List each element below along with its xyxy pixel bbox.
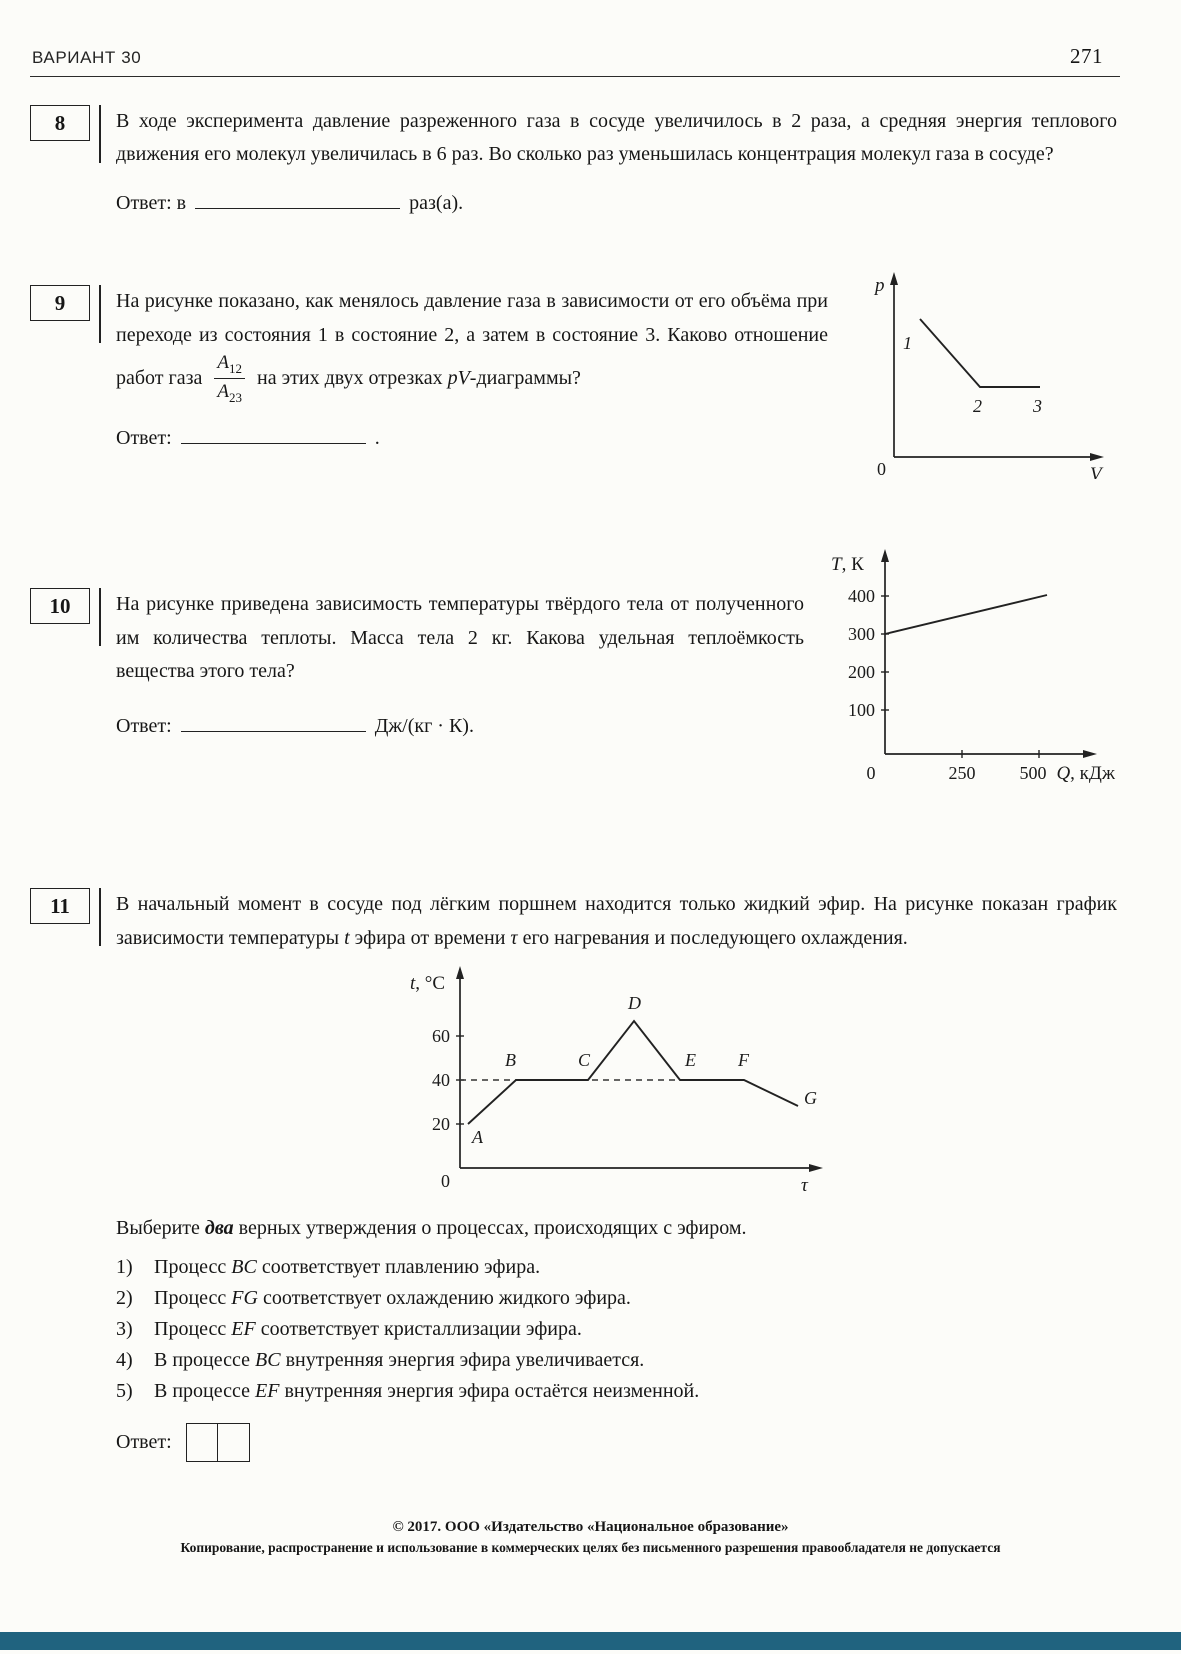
origin-label: 0 xyxy=(441,1170,450,1191)
statement-item: 4) В процессе BC внутренняя энергия эфира увеличивается. xyxy=(116,1348,645,1371)
statement-list xyxy=(116,1252,1117,1407)
x-tick-250: 250 xyxy=(948,763,976,784)
x-tick-500: 500 xyxy=(1019,763,1047,784)
problem-divider xyxy=(99,588,101,646)
answer-cell-1 xyxy=(186,1423,219,1462)
problem-9 xyxy=(30,275,1117,484)
y-tick-60: 60 xyxy=(432,1025,450,1046)
y-axis-arrow xyxy=(881,549,889,562)
y-tick-300: 300 xyxy=(848,624,875,645)
problem-9-answer-line xyxy=(116,424,828,450)
point-label-D: D xyxy=(628,992,641,1013)
problem-number: 8 xyxy=(54,110,66,135)
page-number: 271 xyxy=(1070,44,1103,68)
x-axis-label: V xyxy=(1090,464,1102,480)
problem-11-text: В начальный момент в сосуде под лёгким поршнем находится только жидкий эфир. На рисунке показан график зависимости температуры t эфира от времени τ его нагревания и последующего охлаждения. xyxy=(116,893,1117,949)
t-tau-diagram-figure xyxy=(388,963,838,1198)
problem-9-number-box xyxy=(30,285,90,321)
point-label-F: F xyxy=(738,1049,749,1070)
y-axis-label: T, К xyxy=(831,554,864,576)
answer-label: Ответ: в xyxy=(116,192,187,215)
problem-number: 11 xyxy=(50,893,70,918)
answer-suffix: . xyxy=(374,427,380,450)
problem-9-text: На рисунке показано, как менялось давление газа в зависимости от его объёма при переходе из состояния 1 в состояние 2, а затем в состояние 3. Каково отношение работ газа $\frac{A_{12}}{A_{23}}$ на этих двух отрезках pV-диаграммы? xyxy=(116,290,828,406)
header-rule xyxy=(30,76,1120,77)
problem-8 xyxy=(30,105,1117,215)
point-label-C: C xyxy=(578,1049,591,1070)
statement-item: 2) Процесс FG соответствует охлаждению жидкого эфира. xyxy=(116,1286,631,1309)
problem-11-answer-line xyxy=(116,1423,1117,1462)
temperature-curve xyxy=(468,1021,798,1124)
problem-10-number-box xyxy=(30,588,90,624)
point-label-2: 2 xyxy=(973,396,982,417)
problem-10 xyxy=(30,554,1117,796)
y-axis-label: t, °C xyxy=(410,972,446,994)
problem-11 xyxy=(30,888,1117,1461)
page-header xyxy=(30,44,1117,69)
answer-cells xyxy=(186,1423,250,1462)
x-axis-arrow xyxy=(809,1164,823,1172)
y-axis-label: p xyxy=(875,275,885,297)
fraction-numerator: $A_{12}$ xyxy=(214,352,245,380)
point-label-3: 3 xyxy=(1033,396,1042,417)
origin-label: 0 xyxy=(877,459,886,480)
pv-process-line xyxy=(920,319,1040,387)
statement-item: 1) Процесс BC соответствует плавлению эфира. xyxy=(116,1255,541,1278)
problem-10-text: На рисунке приведена зависимость температуры твёрдого тела от полученного им количества теплоты. Масса тела 2 кг. Какова удельная теплоёмкость вещества этого тела? xyxy=(116,593,804,682)
heating-line xyxy=(885,595,1047,634)
origin-label: 0 xyxy=(866,763,876,784)
notice-line: Копирование, распространение и использование в коммерческих целях без письменного разрешения правообладателя не допускается xyxy=(180,1540,1001,1555)
tq-diagram-figure xyxy=(807,546,1117,791)
problem-divider xyxy=(99,888,101,946)
problem-number: 9 xyxy=(54,290,66,315)
y-tick-20: 20 xyxy=(432,1113,450,1134)
point-label-E: E xyxy=(685,1049,696,1070)
problem-divider xyxy=(99,105,101,163)
point-label-A: A xyxy=(472,1126,483,1147)
answer-label: Ответ: xyxy=(116,427,172,450)
answer-blank xyxy=(181,712,366,732)
problem-8-answer-line xyxy=(116,189,1117,215)
problem-8-text: В ходе эксперимента давление разреженного газа в сосуде увеличилось в 2 раза, а средняя энергия теплового движения его молекул увеличилась в 6 раз. Во сколько раз уменьшилась концентрация молекул газа в сосуде? xyxy=(116,110,1117,166)
point-label-1: 1 xyxy=(903,333,912,354)
point-label-G: G xyxy=(804,1087,817,1108)
pv-diagram-figure xyxy=(862,269,1117,479)
statement-item: 5) В процессе EF внутренняя энергия эфира остаётся неизменной. xyxy=(116,1379,700,1402)
x-axis-label: Q, кДж xyxy=(1056,763,1115,785)
problem-divider xyxy=(99,285,101,343)
variant-label: ВАРИАНТ 30 xyxy=(32,48,142,67)
page-footer xyxy=(0,1519,1181,1556)
y-axis-arrow xyxy=(890,272,898,285)
problem-10-answer-line xyxy=(116,712,804,738)
problem-number: 10 xyxy=(49,593,71,618)
statement-item: 3) Процесс EF соответствует кристаллизации эфира. xyxy=(116,1317,582,1340)
answer-blank xyxy=(195,189,400,209)
answer-suffix: раз(а). xyxy=(409,192,464,215)
x-axis-arrow xyxy=(1083,750,1097,758)
answer-label: Ответ: xyxy=(116,1430,172,1453)
answer-blank xyxy=(181,424,366,444)
copyright-line: © 2017. ООО «Издательство «Национальное образование» xyxy=(392,1519,789,1535)
choose-instruction: Выберите два верных утверждения о процессах, происходящих с эфиром. xyxy=(116,1216,747,1239)
x-axis-label: τ xyxy=(801,1174,808,1196)
problem-8-number-box xyxy=(30,105,90,141)
x-axis-arrow xyxy=(1090,453,1104,461)
y-axis-arrow xyxy=(456,966,464,979)
bottom-color-bar xyxy=(0,1632,1181,1650)
fraction-denominator: $A_{23}$ xyxy=(217,381,242,406)
y-tick-100: 100 xyxy=(848,700,875,721)
point-label-B: B xyxy=(505,1049,516,1070)
y-tick-40: 40 xyxy=(432,1069,450,1090)
answer-suffix: Дж/(кг · К). xyxy=(374,714,474,737)
answer-cell-2 xyxy=(217,1423,250,1462)
fraction-a12-a23 xyxy=(214,352,245,406)
y-tick-400: 400 xyxy=(848,586,875,607)
y-tick-200: 200 xyxy=(848,662,875,683)
answer-label: Ответ: xyxy=(116,714,172,737)
problem-11-number-box xyxy=(30,888,90,924)
